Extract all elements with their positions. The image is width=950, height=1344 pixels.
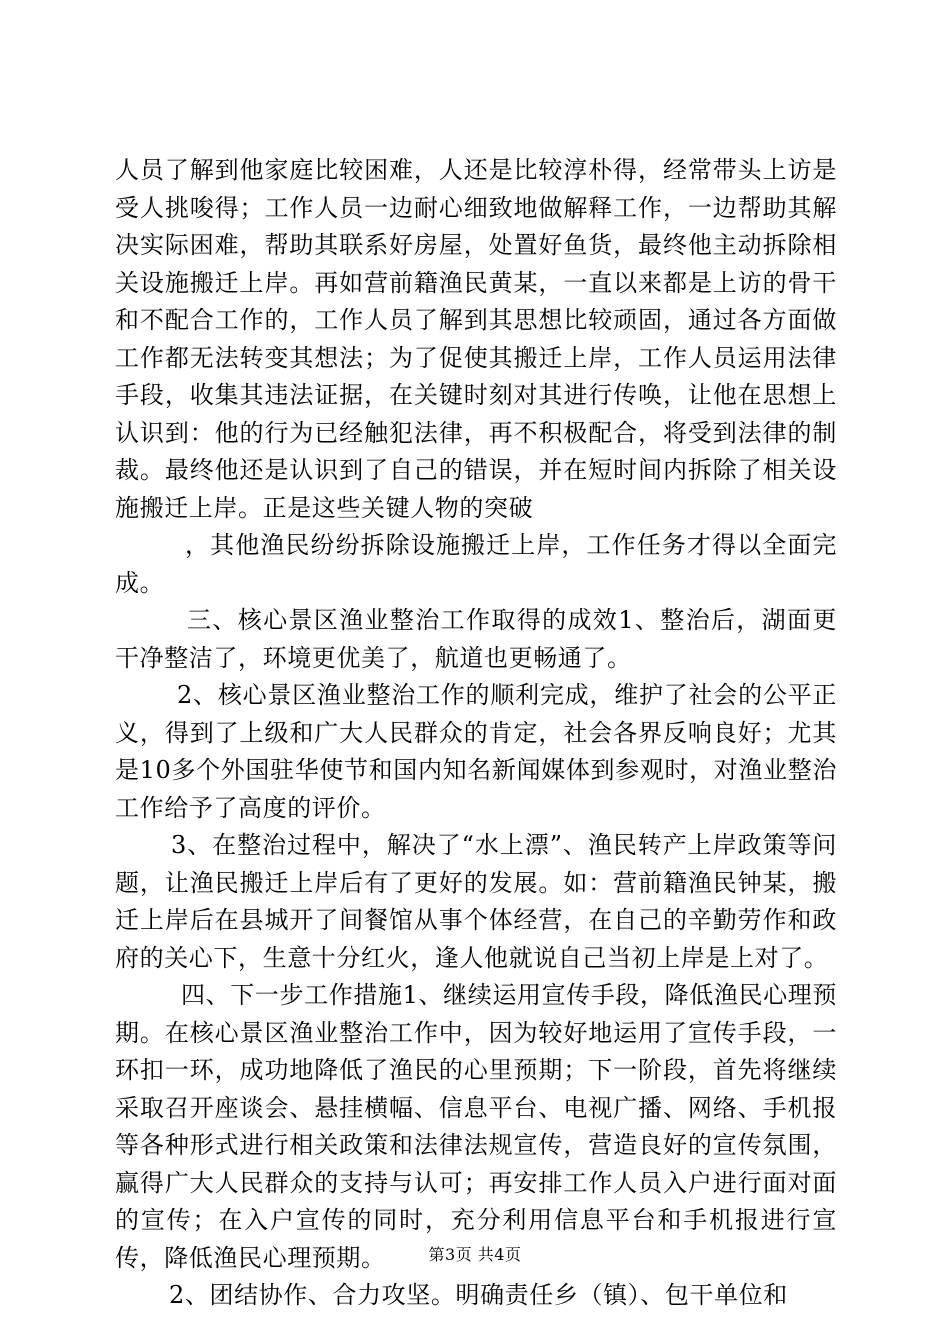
- paragraph-section-3: 三、核心景区渔业整治工作取得的成效1、整治后，湖面更干净整洁了，环境更优美了，航道也更畅通了。: [115, 606, 837, 672]
- paragraph-1: 人员了解到他家庭比较困难，人还是比较淳朴得，经常带头上访是受人挑唆得；工作人员一边耐心细致地做解释工作，一边帮助其解决实际困难，帮助其联系好房屋，处置好鱼货，最终他主动拆除相关设施搬迁上岸。再如营前籍渔民黄某，一直以来都是上访的骨干和不配合工作的，工作人员了解到其思想比较顽固，通过各方面做工作都无法转变其想法；为了促使其搬迁上岸，工作人员运用法律手段，收集其违法证据，在关键时刻对其进行传唤，让他在思想上认识到：他的行为已经触犯法律，再不积极配合，将受到法律的制裁。最终他还是认识到了自己的错误，并在短时间内拆除了相关设施搬迁上岸。正是这些关键人物的突破: [115, 156, 837, 522]
- paragraph-2: ，其他渔民纷纷拆除设施搬迁上岸，工作任务才得以全面完成。: [115, 531, 837, 597]
- paragraph-section-4: 四、下一步工作措施1、继续运用宣传手段，降低渔民心理预期。在核心景区渔业整治工作中，因为较好地运用了宣传手段，一环扣一环，成功地降低了渔民的心里预期；下一阶段，首先将继续采取召开座谈会、悬挂横幅、信息平台、电视广播、网络、手机报等各种形式进行相关政策和法律法规宣传，营造良好的宣传氛围，赢得广大人民群众的支持与认可；再安排工作人员入户进行面对面的宣传；在入户宣传的同时，充分利用信息平台和手机报进行宣传，降低渔民心理预期。: [115, 981, 837, 1272]
- document-body: [115, 152, 837, 1315]
- page-footer: 第3页 共4页: [428, 1245, 522, 1264]
- paragraph-item-3: 3、在整治过程中，解决了“水上漂”、渔民转产上岸政策等问题，让渔民搬迁上岸后有了更好的发展。如：营前籍渔民钟某，搬迁上岸后在县城开了间餐馆从事个体经营，在自己的辛勤劳作和政府的关心下，生意十分红火，逢人他就说自己当初上岸是上对了。: [115, 831, 837, 972]
- paragraph-item-2: 2、核心景区渔业整治工作的顺利完成，维护了社会的公平正义，得到了上级和广大人民群众的肯定，社会各界反响良好；尤其是10多个外国驻华使节和国内知名新闻媒体到参观时，对渔业整治工作给予了高度的评价。: [115, 681, 837, 822]
- paragraph-section-4-item-2: 2、团结协作、合力攻坚。明确责任乡（镇）、包干单位和: [169, 1281, 788, 1309]
